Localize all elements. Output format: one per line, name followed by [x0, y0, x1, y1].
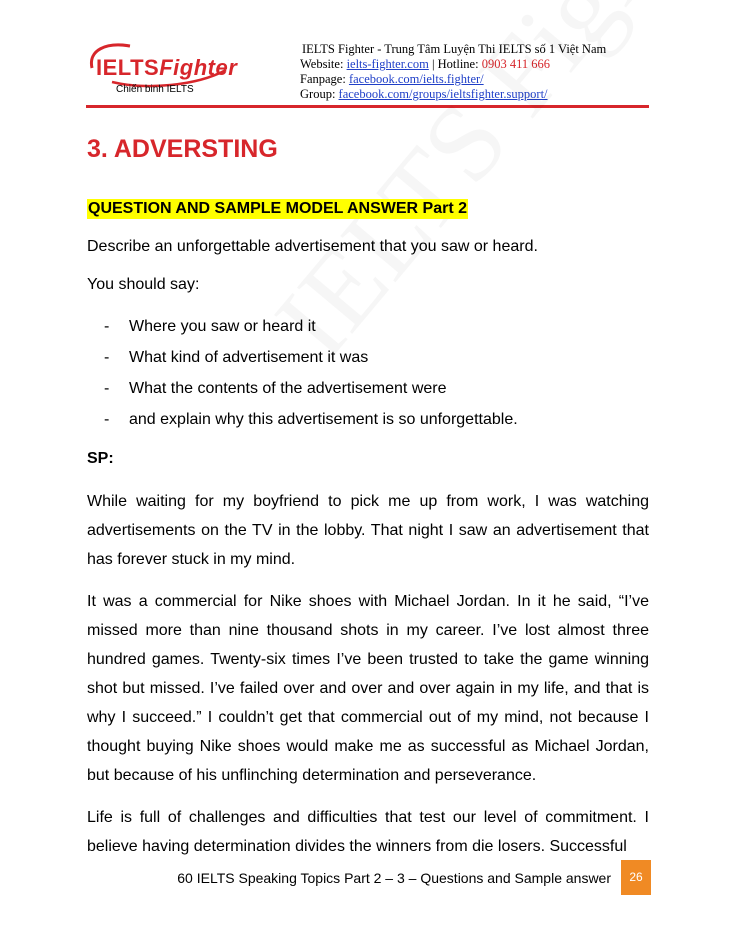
dash-bullet: - [104, 349, 110, 366]
header-divider [86, 105, 649, 108]
cue-text: and explain why this advertisement is so unforgettable. [129, 411, 518, 428]
hotline-number: 0903 411 666 [481, 57, 550, 71]
contact-title: IELTS Fighter - Trung Tâm Luyện Thi IELTS số 1 Việt Nam [302, 42, 607, 56]
question-prompt: Describe an unforgettable advertisement that you saw or heard. [87, 238, 538, 255]
page-number: 26 [621, 860, 651, 895]
answer-paragraph: Life is full of challenges and difficulties that test our level of commitment. I believe having determination divides the winners from die losers. Successful [87, 809, 649, 855]
dash-bullet: - [104, 318, 110, 335]
sample-label: SP: [87, 450, 114, 467]
logo-brand-main: IELTS [96, 55, 160, 80]
logo-tagline: Chiến binh IELTS [116, 84, 194, 95]
page-header [0, 0, 736, 112]
fanpage-label: Fanpage: [300, 72, 349, 86]
contact-fanpage-row [300, 72, 606, 87]
cue-text: What the contents of the advertisement were [129, 380, 447, 397]
should-say-label: You should say: [87, 276, 200, 293]
logo-brand-accent: Fighter [159, 55, 238, 80]
cue-item [87, 404, 649, 435]
dash-bullet: - [104, 380, 110, 397]
section-heading: QUESTION AND SAMPLE MODEL ANSWER Part 2 [88, 200, 467, 217]
contact-website-row [300, 57, 606, 72]
cue-list [87, 311, 649, 435]
cue-text: Where you saw or heard it [129, 318, 316, 335]
hotline-label: | Hotline: [428, 57, 482, 71]
cue-text: What kind of advertisement it was [129, 349, 369, 366]
cue-item [87, 373, 649, 404]
group-link[interactable]: facebook.com/groups/ieltsfighter.support/ [338, 87, 548, 101]
website-link[interactable]: ielts-fighter.com [346, 57, 429, 71]
answer-paragraph: It was a commercial for Nike shoes with Michael Jordan. In it he said, “I’ve missed more than nine thousand shots in my career. I’ve lost almost three hundred games. Twenty-six times I’ve been trusted to take the game winning shot but missed. I’ve failed over and over and over again in my life, and that is why I succeed.” I couldn’t get that commercial out of my mind, not because I thought buying Nike shoes would make me as successful as Michael Jordan, but because of his unflinching determination and perseverance. [87, 593, 649, 784]
document-body [87, 130, 649, 861]
logo-brand [96, 55, 237, 81]
fanpage-link[interactable]: facebook.com/ielts.fighter/ [348, 72, 484, 86]
website-label: Website: [300, 57, 347, 71]
dash-bullet: - [104, 411, 110, 428]
page-footer [0, 860, 736, 900]
ielts-fighter-logo [86, 40, 236, 100]
contact-info [300, 42, 606, 102]
cue-item [87, 311, 649, 342]
contact-group-row [300, 87, 606, 102]
footer-title: 60 IELTS Speaking Topics Part 2 – 3 – Questions and Sample answer [177, 870, 611, 886]
page-title: 3. ADVERSTING [87, 135, 278, 163]
answer-paragraph: While waiting for my boyfriend to pick me up from work, I was watching advertisements on the TV in the lobby. That night I saw an advertisement that has forever stuck in my mind. [87, 493, 649, 568]
cue-item [87, 342, 649, 373]
group-label: Group: [300, 87, 339, 101]
